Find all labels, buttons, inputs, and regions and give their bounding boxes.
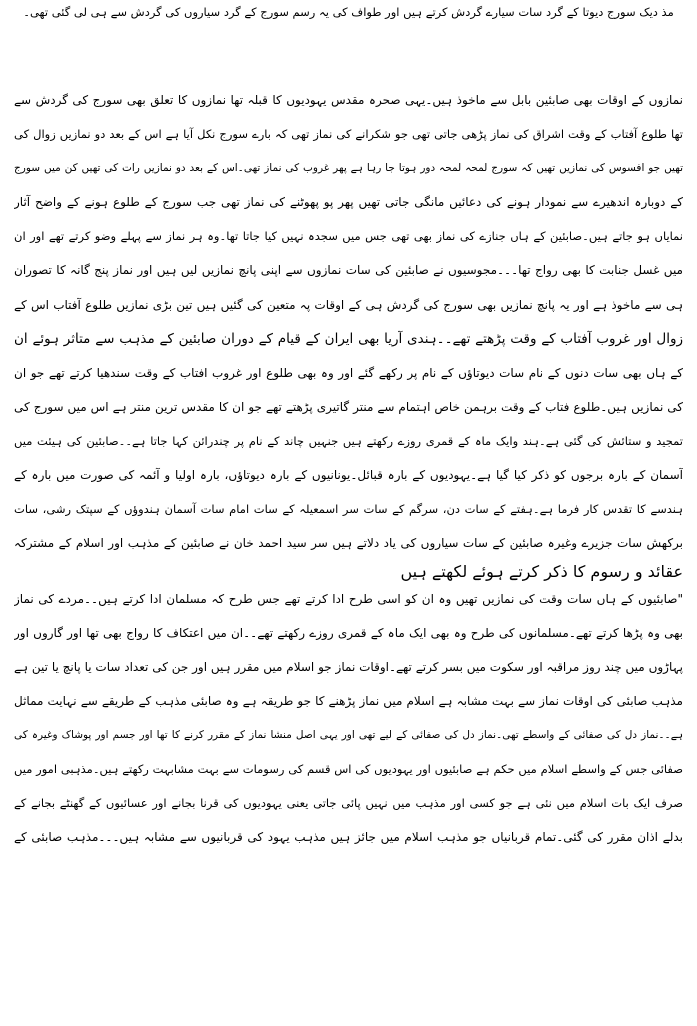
quote-line: پہاڑوں میں چند روز مراقبہ اور سکوت میں بسر کرتے تھے۔اوقات نماز جو اسلام میں مقرر ہیں اور جن کی تعداد سات یا پانچ یا تین ہے — [14, 660, 683, 674]
quote-line: بدلے اذان مقرر کی گئی۔تمام قربانیاں جو مذہب اسلام میں جائز ہیں مذہب یہود کی قربانیوں سے مشابہ ہیں۔۔۔مذہب صابئی کے — [14, 830, 683, 844]
quote-line: بھی وہ پڑھا کرتے تھے۔مسلمانوں کی طرح وہ بھی ایک ماہ کے قمری روزے رکھتے تھے۔۔ان میں اعتکاف کا رواج بھی تھا اور گاروں اور — [14, 626, 683, 640]
quote-line: "صابئیوں کے ہاں سات وقت کی نمازیں تھیں وہ ان کو اسی طرح ادا کرتے تھے جس طرح کہ مسلمان ادا کرتے ہیں۔۔مردے کی نماز — [14, 592, 683, 606]
paragraph-2-line: ہندسے کا تقدس کار فرما ہے۔ہفتے کے سات دن، سرگم کے سات سر اسمعیلہ کے سات امام سات آسمان ہندوؤں کے سپتک رشی، سات — [14, 502, 683, 516]
paragraph-2-line: زوال اور غروب آفتاب کے وقت پڑھتے تھے۔۔ہندی آریا بھی ایران کے قیام کے دوران صابئین کے مذہب سے متاثر ہوئے ان — [14, 331, 683, 347]
paragraph-2-line: کے دوبارہ اندھیرے سے نمودار ہونے کی دعائیں مانگی جاتی تھیں پھر پو پھوٹنے کی نماز تھی جب سورج کے طلوع ہونے کے واضح آثار — [14, 195, 683, 209]
paragraph-2-line: نمازوں کے اوقات بھی صابئین بابل سے ماخوذ ہیں۔یہی صحرہ مقدس یہودیوں کا قبلہ تھا نمازوں کا تعلق بھی سورج کی گردش سے — [14, 93, 683, 107]
paragraph-2-line: برکھش سات جزیرے وغیرہ صابئین کے سات سیاروں کی یاد دلاتے ہیں سر سید احمد خان نے صابئین کے مذہب اور اسلام کے مشترکہ — [14, 536, 683, 550]
paragraph-2-line: کی نمازیں ہیں۔طلوع فتاب کے وقت برہمن خاص اہتمام سے منتر گاتیری پڑھتے تھے جو ان کا مقدس ترین منتر ہے اس میں سورج کی — [14, 400, 683, 414]
paragraph-1-line: مذ دیک سورج دیوتا کے گرد سات سیارے گردش کرتے ہیں اور طواف کی یہ رسم سورج کے گرد سیاروں کی گردش سے ہی لی گئی تھی۔ — [23, 5, 674, 19]
paragraph-2-line: آسمان کے بارہ برجوں کو ذکر کیا گیا ہے۔یہودیوں کے بارہ قبائل۔یونانیوں کے بارہ دیوتاؤں، بارہ اولیا و آئمہ کی صورت میں بارہ کے — [14, 468, 683, 482]
quote-line: مذہب صابئی کی اوقات نماز سے بہت مشابہ ہے اسلام میں نماز پڑھنے کا جو طریقہ ہے وہ صابئی مذہب کے طریقے سے نہایت مماثل — [14, 694, 683, 708]
paragraph-2-line: میں غسل جنابت کا بھی رواج تھا۔۔۔مجوسیوں نے صابئین کی سات نمازوں سے اپنی پانچ نمازیں لیں ہیں اور نماز پنج گانہ کا تصوران — [14, 263, 683, 277]
paragraph-2-line: تمجید و ستائش کی گئی ہے۔ہند وایک ماہ کے قمری روزے رکھتے ہیں جنہیں چاند کے نام پر چندرائن کہا جاتا ہے۔۔صابئین کی ہیئت میں — [14, 434, 683, 448]
quote-line: ہے۔۔نماز دل کی صفائی کے واسطے تھی۔نماز دل کی صفائی کے لیے تھی اور یہی اصل منشا نماز کے مقرر کرنے کا تھا اور جسم اور پوشاک وغیرہ کی — [14, 729, 683, 741]
paragraph-2-line: نمایاں ہو جاتے ہیں۔صابئین کے ہاں جنازے کی نماز بھی تھی جس میں سجدہ نہیں کیا جاتا تھا۔وہ ہر نماز سے پہلے وضو کرتے تھے اور ان — [14, 229, 683, 243]
paragraph-2-line: کے ہاں بھی سات دنوں کے نام سات دیوتاؤں کے نام پر رکھے گئے اور وہ بھی طلوع اور غروب افتاب کے وقت سندھیا کرتے تھے جو ان — [14, 366, 683, 380]
paragraph-2-line: تھیں جو افسوس کی نمازیں تھیں کہ سورج لمحہ لمحہ دور ہوتا جا رہا ہے پھر غروب کی نماز تھی۔اس کے بعد دو نمازیں رات کی تھیں کن میں سورج — [14, 162, 683, 174]
quote-line: صرف ایک بات اسلام میں نئی ہے جو کسی اور مذہب میں نہیں پائی جاتی یعنی یہودیوں کی قرنا بجانے اور عسائیوں کے گھنٹے بجانے کے — [14, 796, 683, 810]
paragraph-2-line: ہی سے ماخوذ ہے اور یہ پانچ نمازیں بھی سورج کی گردش ہی کے اوقات پہ متعین کی گئیں ہیں تین بڑی نمازیں طلوع آفتاب اس کے — [14, 298, 683, 312]
paragraph-2-line: عقائد و رسوم کا ذکر کرتے ہوئے لکھتے ہیں — [400, 562, 683, 581]
paragraph-2-line: تھا طلوع آفتاب کے وقت اشراق کی نماز پڑھی جاتی تھی جو شکرانے کی نماز تھی کہ بارے سورج نکل آیا ہے اس کے بعد دو نمازیں زوال کی — [14, 127, 683, 141]
quote-line: صفائی جس کے واسطے اسلام میں حکم ہے صابئیوں اور یہودیوں کی اس قسم کی رسومات سے بہت مشابہت رکھتے ہیں۔مذہبی امور میں — [14, 762, 683, 776]
